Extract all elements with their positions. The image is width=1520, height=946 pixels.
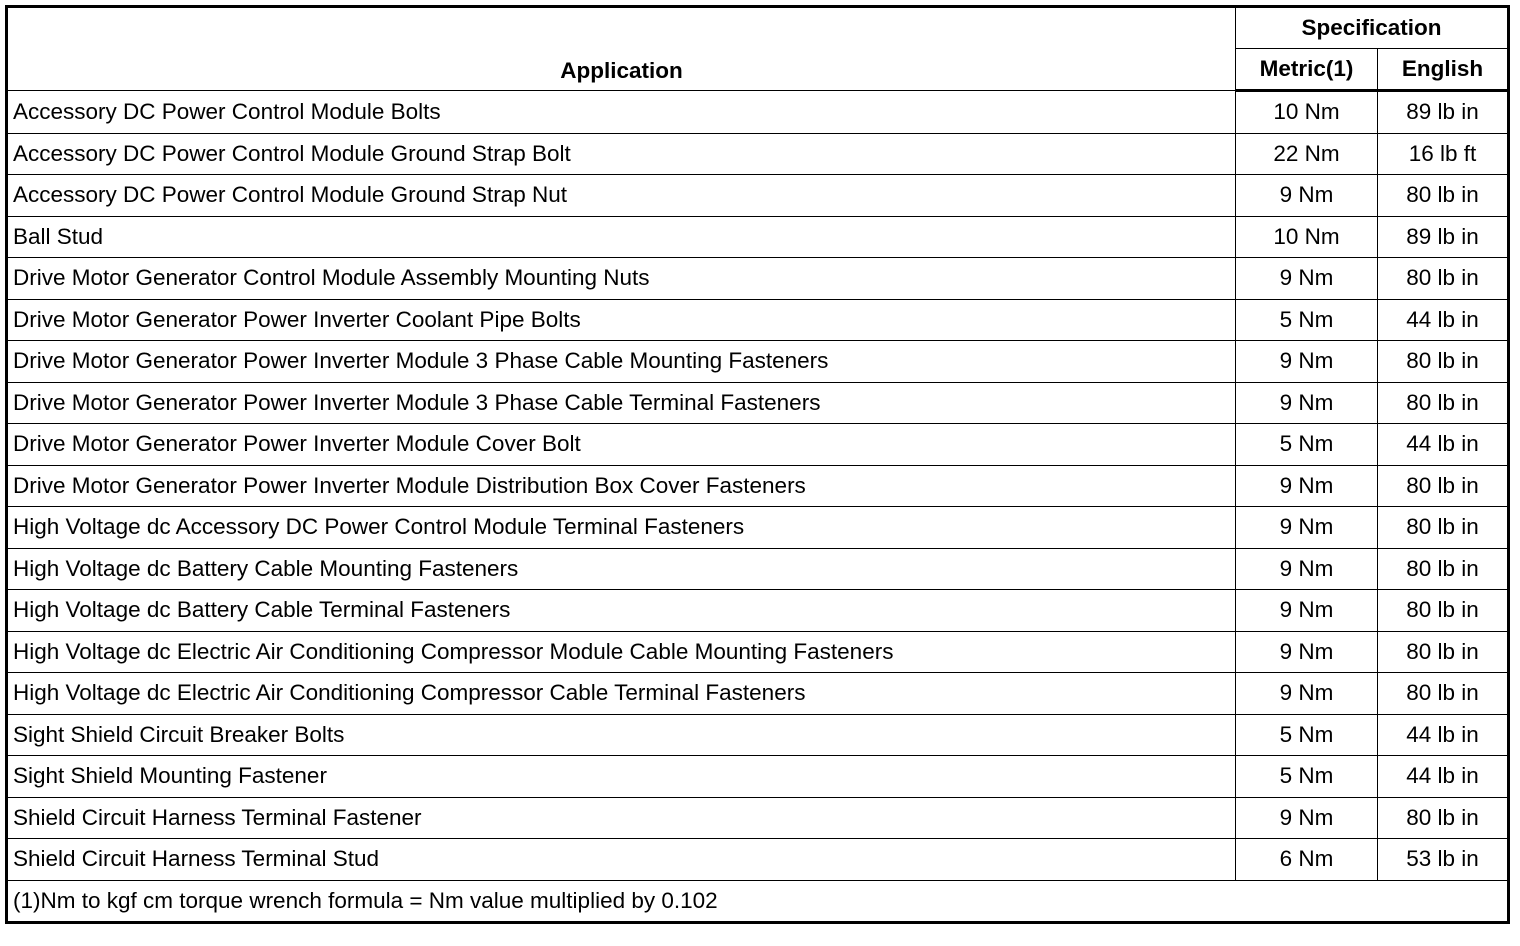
torque-footnote: (1)Nm to kgf cm torque wrench formula = Nm value multiplied by 0.102: [7, 880, 1509, 923]
metric-value-cell: 5 Nm: [1236, 714, 1378, 756]
application-column-header: Application: [7, 7, 1236, 91]
application-cell: Drive Motor Generator Power Inverter Coolant Pipe Bolts: [7, 299, 1236, 341]
english-value-cell: 80 lb in: [1378, 548, 1509, 590]
metric-value-cell: 6 Nm: [1236, 839, 1378, 881]
english-value-cell: 16 lb ft: [1378, 133, 1509, 175]
english-value-cell: 80 lb in: [1378, 631, 1509, 673]
application-cell: Drive Motor Generator Power Inverter Module 3 Phase Cable Terminal Fasteners: [7, 382, 1236, 424]
english-value-cell: 44 lb in: [1378, 424, 1509, 466]
application-cell: Ball Stud: [7, 216, 1236, 258]
application-cell: High Voltage dc Electric Air Conditioning Compressor Module Cable Mounting Fasteners: [7, 631, 1236, 673]
table-row: [7, 631, 1509, 673]
application-cell: High Voltage dc Accessory DC Power Control Module Terminal Fasteners: [7, 507, 1236, 549]
english-column-header: English: [1378, 49, 1509, 91]
application-cell: Accessory DC Power Control Module Bolts: [7, 91, 1236, 134]
metric-value-cell: 10 Nm: [1236, 91, 1378, 134]
application-cell: Sight Shield Circuit Breaker Bolts: [7, 714, 1236, 756]
metric-value-cell: 9 Nm: [1236, 465, 1378, 507]
table-row: [7, 507, 1509, 549]
spec-rows: [7, 91, 1509, 881]
table-row: [7, 175, 1509, 217]
table-row: [7, 299, 1509, 341]
application-cell: Shield Circuit Harness Terminal Fastener: [7, 797, 1236, 839]
english-value-cell: 80 lb in: [1378, 507, 1509, 549]
application-cell: Drive Motor Generator Power Inverter Module Distribution Box Cover Fasteners: [7, 465, 1236, 507]
english-value-cell: 80 lb in: [1378, 341, 1509, 383]
table-row: [7, 839, 1509, 881]
fastener-spec-table: [5, 5, 1510, 924]
table-row: [7, 797, 1509, 839]
spec-table-wrapper: [5, 5, 1510, 924]
english-value-cell: 44 lb in: [1378, 714, 1509, 756]
english-value-cell: 80 lb in: [1378, 797, 1509, 839]
english-value-cell: 80 lb in: [1378, 175, 1509, 217]
application-cell: Sight Shield Mounting Fastener: [7, 756, 1236, 798]
metric-value-cell: 22 Nm: [1236, 133, 1378, 175]
english-value-cell: 53 lb in: [1378, 839, 1509, 881]
application-cell: High Voltage dc Battery Cable Terminal Fasteners: [7, 590, 1236, 632]
metric-value-cell: 9 Nm: [1236, 631, 1378, 673]
table-row: [7, 548, 1509, 590]
application-cell: Accessory DC Power Control Module Ground Strap Bolt: [7, 133, 1236, 175]
metric-value-cell: 5 Nm: [1236, 424, 1378, 466]
table-row: [7, 424, 1509, 466]
english-value-cell: 80 lb in: [1378, 590, 1509, 632]
application-cell: Drive Motor Generator Power Inverter Module Cover Bolt: [7, 424, 1236, 466]
application-cell: Drive Motor Generator Control Module Assembly Mounting Nuts: [7, 258, 1236, 300]
table-row: [7, 673, 1509, 715]
english-value-cell: 80 lb in: [1378, 465, 1509, 507]
application-cell: Shield Circuit Harness Terminal Stud: [7, 839, 1236, 881]
table-row: [7, 133, 1509, 175]
table-row: [7, 590, 1509, 632]
english-value-cell: 80 lb in: [1378, 258, 1509, 300]
metric-value-cell: 9 Nm: [1236, 590, 1378, 632]
english-value-cell: 89 lb in: [1378, 216, 1509, 258]
metric-value-cell: 9 Nm: [1236, 548, 1378, 590]
application-cell: Accessory DC Power Control Module Ground Strap Nut: [7, 175, 1236, 217]
metric-value-cell: 10 Nm: [1236, 216, 1378, 258]
english-value-cell: 44 lb in: [1378, 756, 1509, 798]
application-cell: High Voltage dc Electric Air Conditioning Compressor Cable Terminal Fasteners: [7, 673, 1236, 715]
table-row: [7, 382, 1509, 424]
specification-column-header: Specification: [1236, 7, 1509, 49]
table-row: [7, 91, 1509, 134]
metric-value-cell: 9 Nm: [1236, 797, 1378, 839]
table-row: [7, 216, 1509, 258]
metric-value-cell: 9 Nm: [1236, 258, 1378, 300]
metric-value-cell: 9 Nm: [1236, 673, 1378, 715]
metric-value-cell: 9 Nm: [1236, 382, 1378, 424]
english-value-cell: 80 lb in: [1378, 673, 1509, 715]
table-row: [7, 258, 1509, 300]
table-row: [7, 714, 1509, 756]
english-value-cell: 89 lb in: [1378, 91, 1509, 134]
metric-value-cell: 9 Nm: [1236, 341, 1378, 383]
table-row: [7, 756, 1509, 798]
application-cell: High Voltage dc Battery Cable Mounting Fasteners: [7, 548, 1236, 590]
application-cell: Drive Motor Generator Power Inverter Module 3 Phase Cable Mounting Fasteners: [7, 341, 1236, 383]
english-value-cell: 80 lb in: [1378, 382, 1509, 424]
table-row: [7, 341, 1509, 383]
english-value-cell: 44 lb in: [1378, 299, 1509, 341]
metric-value-cell: 9 Nm: [1236, 175, 1378, 217]
table-row: [7, 465, 1509, 507]
metric-value-cell: 5 Nm: [1236, 299, 1378, 341]
metric-value-cell: 9 Nm: [1236, 507, 1378, 549]
metric-column-header: Metric(1): [1236, 49, 1378, 91]
metric-value-cell: 5 Nm: [1236, 756, 1378, 798]
